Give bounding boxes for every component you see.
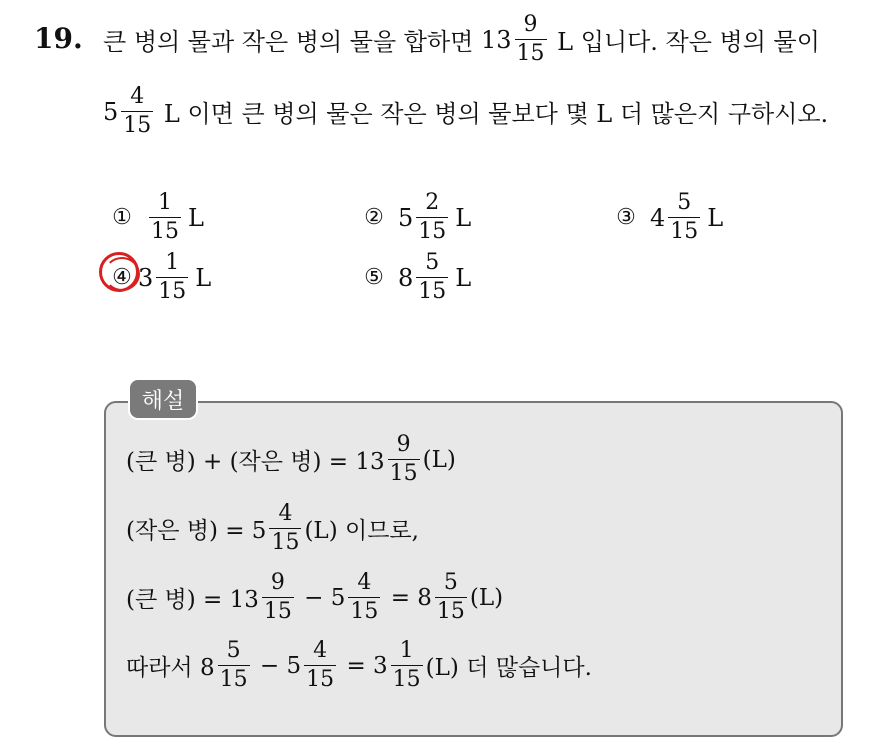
solution-text: (L) [422,446,456,473]
numerator: 9 [396,432,411,457]
option-unit: L [455,203,472,232]
numerator: 9 [270,570,285,595]
solution-line-4 [126,640,592,691]
solution-text: (큰 병) = 13 [126,587,259,613]
option-5[interactable] [360,252,471,303]
solution-text: (L) [469,584,504,611]
option-number: ① [112,205,132,230]
numerator: 5 [425,250,440,275]
solution-fraction [388,434,420,485]
option-fraction [416,192,448,243]
denominator: 15 [219,667,248,692]
solution-fraction [218,640,250,691]
solution-text: − 5 [296,584,346,611]
denominator: 15 [418,219,447,244]
numerator: 4 [313,638,328,663]
question-line-1 [103,14,820,65]
question-text-line2: L 이면 큰 병의 물은 작은 병의 물보다 몇 L 더 많은지 구하시오. [156,100,829,128]
solution-text: = 8 [383,584,432,611]
option-fraction [156,252,188,303]
solution-text: − 5 [252,652,302,679]
option-1[interactable] [108,192,204,243]
question-line-2 [103,86,828,137]
solution-text: (큰 병) + (작은 병) = 13 [126,449,385,475]
solution-line-2 [126,503,419,554]
denominator: 15 [123,113,152,138]
option-whole: 4 [650,203,666,232]
option-2[interactable] [360,192,471,243]
numerator: 1 [158,190,172,215]
solution-line-1 [126,434,456,485]
answer-circle-stroke [104,257,140,291]
option-unit: L [707,203,724,232]
total-whole: 13 [480,25,512,54]
denominator: 15 [350,599,379,624]
denominator: 15 [151,219,179,244]
solution-text: (L) 더 많습니다. [425,655,592,681]
small-whole: 5 [103,97,119,126]
denominator: 15 [389,461,418,486]
numerator: 4 [357,570,372,595]
numerator: 1 [165,250,180,275]
solution-text: = 3 [339,652,388,679]
option-number: ④ [112,265,132,290]
denominator: 15 [263,599,292,624]
numerator: 4 [130,84,145,109]
question-text-after: L 입니다. 작은 병의 물이 [549,28,820,56]
total-fraction [515,14,547,65]
option-whole: 8 [398,263,414,292]
denominator: 15 [670,219,699,244]
denominator: 15 [418,279,447,304]
denominator: 15 [306,667,335,692]
solution-fraction [435,572,467,623]
numerator: 5 [226,638,241,663]
numerator: 5 [443,570,458,595]
solution-text: (L) 이므로, [304,518,419,544]
numerator: 4 [278,501,293,526]
option-fraction [668,192,700,243]
option-unit: L [188,203,204,232]
solution-text: 따라서 8 [126,655,215,681]
numerator: 1 [399,638,414,663]
small-fraction [121,86,153,137]
denominator: 15 [516,41,545,66]
solution-tag: 해설 [128,378,198,420]
option-fraction [149,192,181,243]
option-number: ② [364,205,384,230]
solution-fraction [269,503,301,554]
denominator: 15 [271,530,300,555]
question-text: 큰 병의 물과 작은 병의 물을 합하면 [103,28,481,56]
numerator: 5 [677,190,692,215]
solution-fraction [304,640,336,691]
option-whole: 5 [398,203,414,232]
numerator: 9 [523,12,538,37]
option-unit: L [455,263,472,292]
option-unit: L [195,263,212,292]
numerator: 2 [425,190,440,215]
option-number: ③ [616,205,636,230]
solution-fraction [391,640,423,691]
option-number: ⑤ [364,265,384,290]
solution-text: (작은 병) = 5 [126,518,267,544]
solution-fraction [348,572,380,623]
denominator: 15 [436,599,465,624]
denominator: 15 [392,667,421,692]
solution-line-3 [126,572,503,623]
solution-fraction [262,572,294,623]
denominator: 15 [158,279,187,304]
option-whole: 3 [138,263,154,292]
question-number: 19. [34,22,83,55]
option-fraction [416,252,448,303]
option-3[interactable] [612,192,723,243]
